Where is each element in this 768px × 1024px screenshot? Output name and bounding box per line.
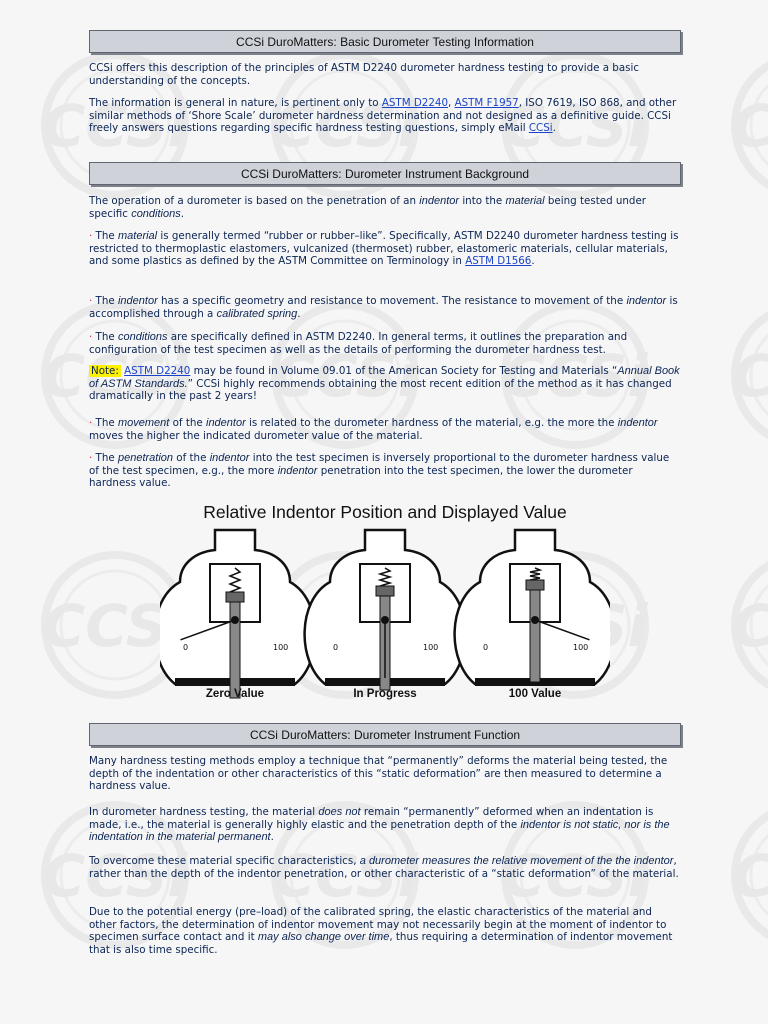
emphasis-text: indentor is not static, nor is the indentation in the material permanent [89, 818, 670, 843]
paragraph-text: The [92, 331, 118, 343]
term-movement: movement [117, 417, 170, 429]
scale-max-label: 100 [573, 643, 589, 652]
paragraph-text: . [180, 207, 185, 220]
indentor-head [376, 586, 394, 596]
paragraph-text: . [552, 122, 556, 134]
bullet-marker: · [89, 295, 93, 307]
note-paragraph [89, 365, 681, 403]
paragraph-text: remain “permanently” deformed when an indentation is made, i.e., the material is generally highly elastic and the penetration depth of the [89, 806, 654, 831]
astm-d1566-link[interactable]: ASTM D1566 [465, 255, 532, 267]
ccsi-email-link[interactable]: CCSi [528, 122, 553, 134]
paragraph-text: is related to the durometer hardness of the material, e.g. the more the [245, 417, 618, 429]
basic-paragraph-2 [89, 97, 681, 135]
function-paragraph-1 [89, 755, 681, 793]
term-indentor: indentor [419, 195, 460, 207]
paragraph-text: , rather than the depth of the indentor penetration, or other characteristic of a “static deformation” of the material. [89, 855, 679, 880]
paragraph-text: The [92, 452, 118, 464]
figure-title: Relative Indentor Position and Displayed Value [203, 502, 567, 522]
emphasis-text: does not [318, 806, 361, 818]
paragraph-text: penetration into the test specimen, the lower the durometer hardness value. [89, 464, 633, 489]
function-paragraph-2 [89, 806, 681, 844]
section-title: CCSi DuroMatters: Durometer Instrument Function [249, 727, 521, 742]
term-indentor: indentor [617, 417, 658, 429]
paragraph-text: are specifically defined in ASTM D2240. In general terms, it outlines the preparation and configuration of the test specimen as well as the details of performing the durometer hardness test. [89, 331, 628, 356]
paragraph-text: being tested under specific [89, 195, 647, 220]
paragraph-text: ” CCSi highly recommends obtaining the most recent edition of the method as it has changed dramatically in the past 2 years! [89, 377, 672, 402]
bullet-marker: · [89, 417, 93, 429]
section-title: CCSi DuroMatters: Durometer Instrument Background [240, 166, 530, 181]
indentor-head [226, 592, 244, 602]
paragraph-text: The [92, 230, 118, 242]
background-paragraph-1 [89, 195, 681, 220]
bullet-material [89, 230, 681, 268]
paragraph-text: , thus requiring a determination of indentor movement that is also time specific. [89, 931, 673, 956]
basic-paragraph-1 [89, 62, 681, 87]
function-paragraph-4 [89, 906, 681, 956]
paragraph-text: into the test specimen is inversely proportional to the durometer hardness value of the test specimen, e.g., the more [89, 452, 670, 477]
note-label: Note: [91, 365, 119, 377]
paragraph-text: In durometer hardness testing, the material [89, 806, 319, 818]
paragraph-text: into the [459, 195, 506, 207]
paragraph-text: , ISO 7619, ISO 868, and other similar methods of ‘Shore Scale’ durometer hardness determination and not designed as a definitive guide. CCSi freely answers questions regarding specific hardness testing questions, simply eMail [89, 97, 677, 134]
bullet-marker: · [89, 331, 93, 343]
term-material: material [117, 230, 158, 242]
term-material: material [505, 195, 545, 207]
paragraph-text: Many hardness testing methods employ a technique that “permanently” deforms the material being tested, the depth of the indentation or other characteristics of this “static deformation” are then measured to determine a hardness value. [89, 755, 668, 792]
paragraph-text: may be found in Volume 09.01 of the American Society for Testing and Materials “ [190, 365, 618, 377]
label-zero-value: Zero Value [205, 688, 265, 700]
bullet-penetration [89, 452, 681, 490]
paragraph-text: . [531, 255, 535, 267]
bullet-movement [89, 417, 681, 442]
term-indentor: indentor [277, 464, 318, 477]
term-indentor: indentor [206, 417, 246, 429]
paragraph-text: The [92, 295, 118, 307]
paragraph-text: is accomplished through a [89, 295, 678, 320]
indentor-shaft [530, 590, 540, 682]
scale-max-label: 100 [273, 643, 289, 652]
term-indentor: indentor [626, 295, 667, 307]
scale-min-label: 0 [483, 643, 489, 652]
paragraph-text: To overcome these material specific characteristics, [89, 855, 360, 867]
paragraph-text: is generally termed “rubber or rubber–like”. Specifically, ASTM D2240 durometer hardness testing is restricted to thermoplastic elastomers, vulcanized (thermoset) rubber, elastomeric materials, cellular materials, and some plastics as defined by the ASTM Committee on Terminology in [89, 230, 679, 267]
astm-f1957-link[interactable]: ASTM F1957 [454, 97, 519, 109]
paragraph-text: . [270, 831, 274, 843]
paragraph-text: CCSi offers this description of the principles of ASTM D2240 durometer hardness testing to provide a basic understanding of the concepts. [89, 62, 640, 87]
term-indentor: indentor [209, 452, 250, 464]
paragraph-text: moves the higher the indicated durometer value of the material. [89, 429, 423, 442]
paragraph-text: Due to the potential energy (pre–load) of the calibrated spring, the elastic characteristics of the material and other factors, the determination of indentor movement may not necessarily begin at the moment of indentor to specimen surface contact and it [89, 906, 667, 943]
section-header-function [89, 723, 681, 746]
term-conditions: conditions [131, 207, 181, 220]
section-header-background [89, 162, 681, 185]
durometer-diagram [160, 502, 610, 708]
paragraph-text: The operation of a durometer is based on the penetration of an [89, 195, 420, 207]
label-in-progress: In Progress [353, 688, 417, 700]
paragraph-text: has a specific geometry and resistance to movement. The resistance to movement of the [157, 295, 627, 307]
separator-text: , [448, 97, 455, 109]
term-conditions: conditions [117, 331, 168, 343]
paragraph-text: of the [169, 417, 206, 429]
bullet-conditions [89, 331, 681, 356]
book-title: Annual Book of ASTM Standards. [89, 365, 680, 390]
term-calibrated-spring: calibrated spring [216, 307, 298, 320]
section-header-basic [89, 30, 681, 53]
section-title: CCSi DuroMatters: Basic Durometer Testing Information [236, 34, 534, 49]
function-paragraph-3 [89, 855, 681, 880]
paragraph-text: . [297, 307, 301, 320]
emphasis-text: a durometer measures the relative movement of the the indentor [359, 855, 674, 867]
astm-d2240-link[interactable]: ASTM D2240 [381, 97, 449, 109]
bullet-marker: · [89, 452, 93, 464]
indentor-head [526, 580, 544, 590]
scale-max-label: 100 [423, 643, 439, 652]
paragraph-text: The information is general in nature, is pertinent only to [89, 97, 382, 109]
term-indentor: indentor [117, 295, 158, 307]
paragraph-text: The [92, 417, 118, 429]
scale-min-label: 0 [333, 643, 339, 652]
label-100-value: 100 Value [508, 688, 562, 700]
bullet-marker: · [89, 230, 93, 242]
scale-min-label: 0 [183, 643, 189, 652]
bullet-indentor [89, 295, 681, 320]
term-penetration: penetration [117, 452, 174, 464]
note-astm-d2240-link[interactable]: ASTM D2240 [124, 365, 191, 377]
durometer-figure [160, 502, 610, 708]
emphasis-text: may also change over time [257, 931, 390, 943]
paragraph-text: of the [173, 452, 210, 464]
